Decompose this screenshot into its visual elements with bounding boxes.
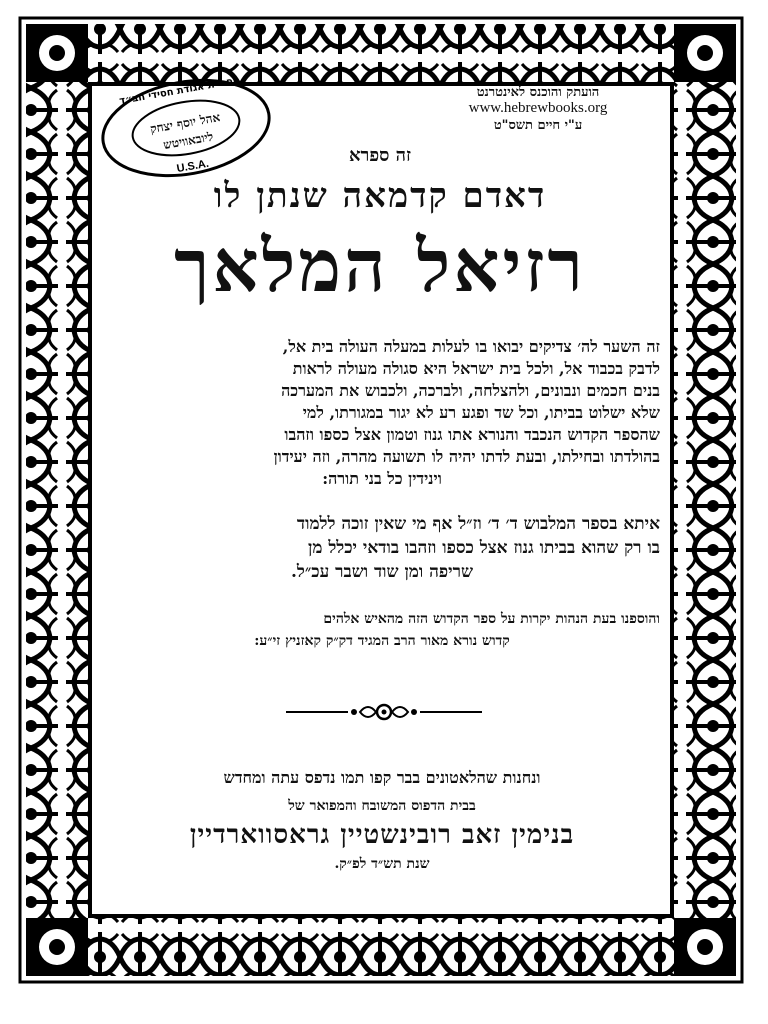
text-line: איתא בספר המלבוש ד׳ ד׳ וז״ל אף מי שאין זוכה ללמוד <box>296 514 660 534</box>
stamp-country: U.S.A. <box>175 157 210 176</box>
publication-year: שנת תש״ד לפ״ק. <box>334 856 430 872</box>
text-line: בנים חכמים ונבונים, ולהצלחה, ולברכה, ולכבוש את המערכה <box>281 381 660 400</box>
notice-url: www.hebrewbooks.org <box>468 100 608 116</box>
printer-name: בנימין זאב רובינשטיין גראסווארדיין <box>189 820 575 850</box>
text-line: שלא ישלוט בביתו, וכל שד ופגע רע לא יגור במגורתו, למי <box>302 403 660 422</box>
text-line: שריפה ומן שוד ושבר עכ״ל. <box>290 562 474 582</box>
notice-line-3: ע"י חיים תשס"ט <box>493 118 583 133</box>
text-line: שהספר הקדוש הנכבד והנורא אתו גנוז וטמון אצל כספו וזהבו <box>284 425 660 444</box>
intro-paragraph <box>104 336 660 490</box>
text-line: קדוש נורא מאור הרב המגיד דק״ק קאזניץ זי״ע: <box>254 633 510 649</box>
text-line: בו רק שהוא בביתו גנוז אצל כספו וזהבו בודאי יכלל מן <box>308 538 660 558</box>
book-title: רזיאל המלאך <box>174 223 586 308</box>
text-line: זה השער לה׳ צדיקים יבואו בו לעלות במעלה העולה בית אל, <box>282 337 660 356</box>
additions-paragraph <box>104 608 660 652</box>
quote-paragraph <box>104 512 660 584</box>
scan-notice <box>428 84 648 133</box>
heading-zeh-sifra: זה ספרא <box>348 145 412 166</box>
heading-subtitle: דאדם קדמאה שנתן לו <box>213 176 547 216</box>
text-line: בהולדתו ובחילתו, ובעת לדתו יהיה לו תשועה מהרה, וזה יעידון <box>273 447 660 466</box>
stamp-line-2: ליובאוויטש <box>162 129 215 153</box>
notice-line-1: הועתק והוכנס לאינטרנט <box>476 85 600 100</box>
text-line: וינידין כל בני תורה: <box>322 469 442 488</box>
divider-ornament <box>286 700 482 724</box>
text-line: והוספנו בעת הנהות יקרות על ספר הקדוש הזה מהאיש אלהים <box>323 611 660 627</box>
printer-intro: בבית הדפוס המשובח והמפואר של <box>288 798 476 814</box>
stamp-ring-text: ספריית אגודת חסידי חב״ד <box>118 75 241 108</box>
closing-line: ונחנות שהלאטונים בבר קפו תמו נדפס עתה ומחדש <box>223 768 541 787</box>
stamp-line-1: אהל יוסף יצחק <box>149 110 222 137</box>
text-line: לדבק בכבוד אל, ולכל בית ישראל היא סגולה מעולה לראות <box>292 359 660 378</box>
